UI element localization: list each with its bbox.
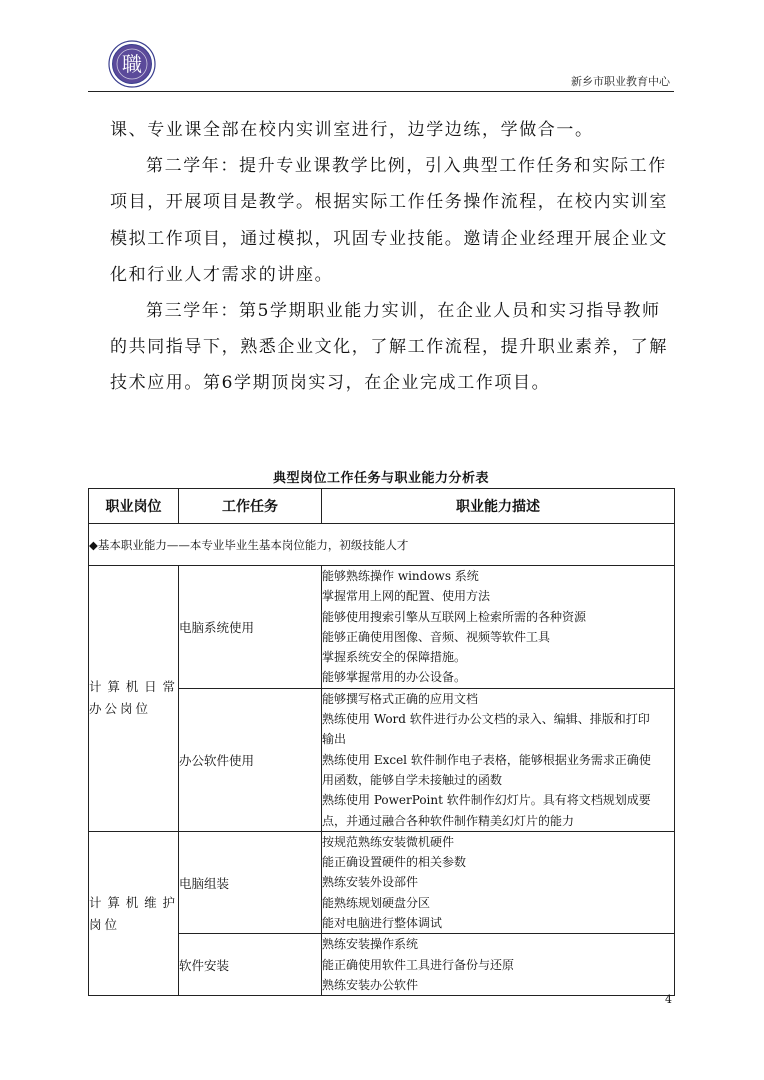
description-line: 熟练使用 Word 软件进行办公文档的录入、编辑、排版和打印 <box>322 712 650 727</box>
description-line: 熟练安装操作系统 <box>322 937 419 952</box>
page-header <box>88 40 674 95</box>
description-line: 输出 <box>322 732 347 747</box>
task-cell: 办公软件使用 <box>179 688 322 831</box>
paragraph: 第三学年：第5学期职业能力实训，在企业人员和实习指导教师的共同指导下，熟悉企业文化，了解工作流程，提升职业素养，了解技术应用。第6学期顶岗实习，在企业完成工作项目。 <box>110 301 668 394</box>
description-line: 按规范熟练安装微机硬件 <box>322 834 455 849</box>
task-cell: 电脑组装 <box>179 831 322 933</box>
description-line: 熟练安装外设部件 <box>322 875 419 890</box>
task-cell: 软件安装 <box>179 934 322 996</box>
organization-name: 新乡市职业教育中心 <box>571 75 670 88</box>
header-rule <box>88 91 674 92</box>
column-header: 职业能力描述 <box>322 489 675 524</box>
table-title: 典型岗位工作任务与职业能力分析表 <box>272 471 489 486</box>
ability-analysis-table <box>88 488 675 996</box>
page-number: 4 <box>665 993 672 1006</box>
table-row <box>89 566 675 689</box>
description-line: 熟练使用 Excel 软件制作电子表格，能够根据业务需求正确使 <box>322 752 651 767</box>
description-cell <box>322 566 675 689</box>
description-line: 能够掌握常用的办公设备。 <box>322 670 467 685</box>
column-header: 工作任务 <box>179 489 322 524</box>
description-line: 掌握系统安全的保障措施。 <box>322 650 467 665</box>
table-band-row <box>89 524 675 566</box>
description-line: 熟练使用 PowerPoint 软件制作幻灯片。具有将文档规划成要 <box>322 793 651 808</box>
description-line: 能对电脑进行整体调试 <box>322 916 443 931</box>
description-line: 点，并通过融合各种软件制作精美幻灯片的能力 <box>322 813 575 828</box>
description-cell <box>322 831 675 933</box>
description-line: 掌握常用上网的配置、使用方法 <box>322 589 491 604</box>
paragraph: 第二学年：提升专业课教学比例，引入典型工作任务和实际工作项目，开展项目是教学。根据实际工作任务操作流程，在校内实训室模拟工作项目，通过模拟，巩固专业技能。邀请企业经理开展企业文化和行业人才需求的讲座。 <box>110 156 668 285</box>
description-line: 熟练安装办公软件 <box>322 977 419 992</box>
description-line: 能正确使用软件工具进行备份与还原 <box>322 957 515 972</box>
description-line: 用函数，能够自学未接触过的函数 <box>322 772 503 787</box>
body-text <box>110 112 670 402</box>
table-row <box>89 831 675 933</box>
post-cell: 计算机维护岗位 <box>89 831 179 995</box>
column-header: 职业岗位 <box>89 489 179 524</box>
description-line: 能够使用搜索引擎从互联网上检索所需的各种资源 <box>322 609 587 624</box>
post-cell: 计算机日常办公岗位 <box>89 566 179 832</box>
description-cell <box>322 688 675 831</box>
description-line: 能正确设置硬件的相关参数 <box>322 855 467 870</box>
description-line: 能够正确使用图像、音频、视频等软件工具 <box>322 629 551 644</box>
school-logo-icon <box>108 40 156 88</box>
description-line: 能够熟练操作 windows 系统 <box>322 569 479 583</box>
task-cell: 电脑系统使用 <box>179 566 322 689</box>
description-line: 能够撰写格式正确的应用文档 <box>322 691 479 706</box>
description-cell <box>322 934 675 996</box>
description-line: 能熟练规划硬盘分区 <box>322 895 431 910</box>
svg-text:職: 職 <box>122 52 142 76</box>
paragraph: 课、专业课全部在校内实训室进行，边学边练，学做合一。 <box>110 120 594 140</box>
table-header-row <box>89 489 675 524</box>
basic-ability-band: ◆基本职业能力——本专业毕业生基本岗位能力，初级技能人才 <box>89 524 675 566</box>
